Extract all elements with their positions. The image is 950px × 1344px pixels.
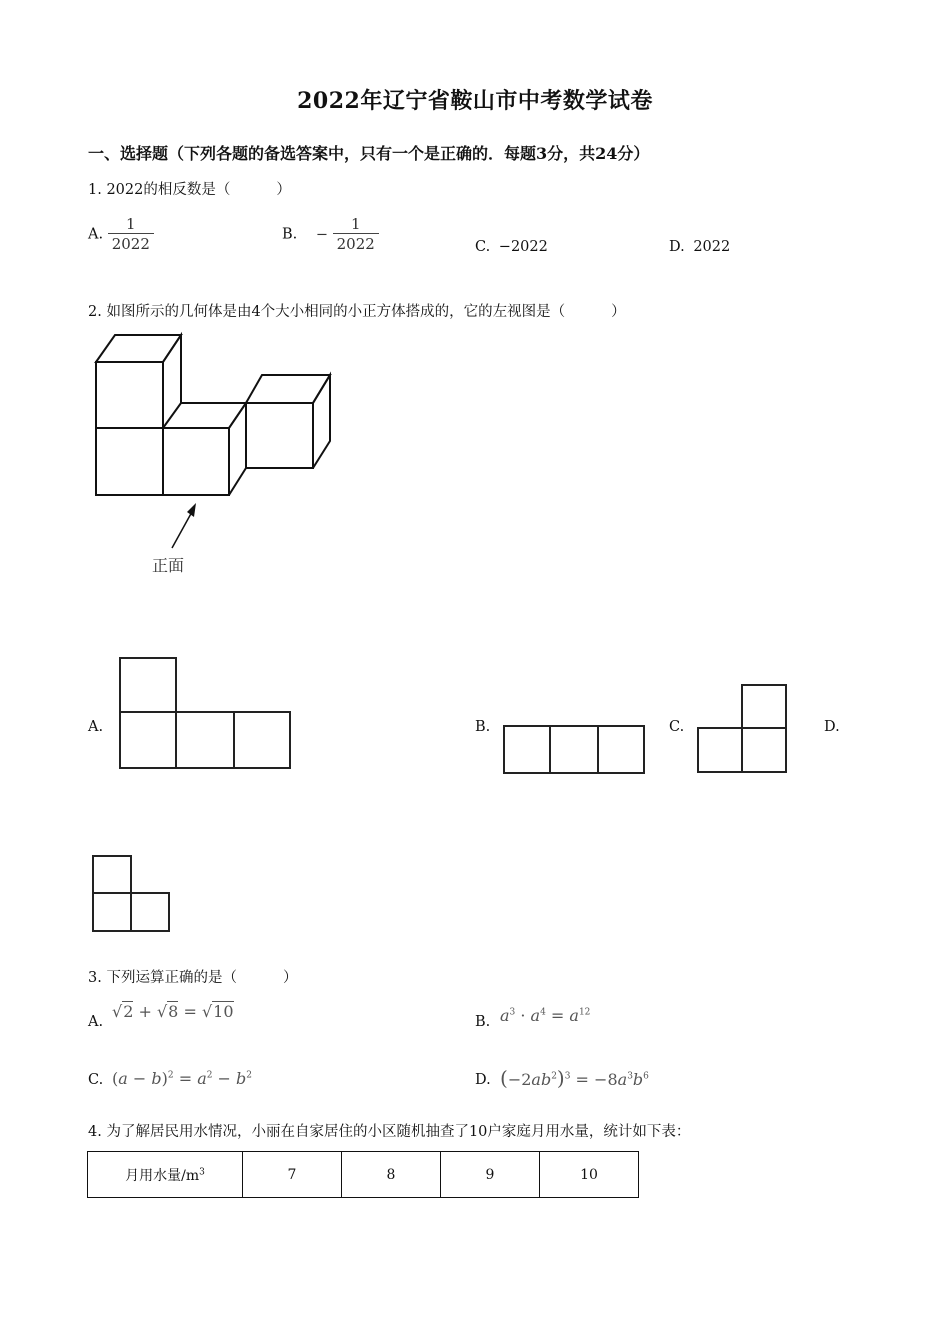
question-1-close: ） [276, 182, 291, 198]
water-usage-table [87, 1151, 639, 1198]
page-title: 2022年辽宁省鞍山市中考数学试卷 [297, 88, 653, 114]
table-row [88, 1152, 639, 1198]
question-3-stem: 3. 下列运算正确的是（ [88, 970, 237, 986]
q1-option-d-text: 2022 [693, 239, 731, 255]
table-header-text: 月用水量/m [125, 1167, 200, 1184]
q1-option-c-label: C. [475, 239, 491, 255]
q3-option-c-label: C. [88, 1072, 104, 1088]
q1-option-b-denominator: 2022 [333, 233, 379, 254]
q2-option-b-label: B. [475, 719, 491, 735]
q3-option-b-label: B. [475, 1014, 491, 1030]
question-4: 4. 为了解居民用水情况，小丽在自家居住的小区随机抽查了10户家庭月用水量，统计如下表： [88, 1124, 691, 1140]
q1-option-d-label: D. [669, 239, 685, 255]
q2-option-d-label: D. [824, 719, 840, 735]
question-3 [88, 966, 297, 987]
table-cell: 7 [243, 1152, 342, 1198]
question-1-stem: 1. 2022的相反数是（ [88, 182, 231, 198]
front-label: 正面 [152, 556, 185, 575]
q1-option-b-sign: − [315, 226, 329, 243]
q1-option-b-label: B. [282, 226, 298, 243]
table-cell: 10 [540, 1152, 639, 1198]
q3-option-d-expression: $(-2ab^2)^3 = -8a^3b^6$ [500, 1066, 649, 1090]
q2-option-c-label: C. [669, 719, 685, 735]
question-2-close: ） [611, 304, 626, 320]
q1-option-b-numerator: 1 [350, 215, 361, 233]
q3-option-a-expression: √2 + √8 = √10 [112, 1002, 234, 1021]
section-heading: 一、选择题（下列各题的备选答案中，只有一个是正确的．每题3分，共24分） [88, 144, 650, 163]
table-header-cell [88, 1152, 243, 1198]
table-cell: 9 [441, 1152, 540, 1198]
q3-option-a-label: A. [88, 1014, 104, 1030]
q1-option-a-denominator: 2022 [108, 233, 154, 254]
table-cell: 8 [342, 1152, 441, 1198]
q2-option-a-label: A. [88, 719, 104, 735]
q1-option-c-text: −2022 [498, 239, 548, 255]
question-2-stem: 2. 如图所示的几何体是由4个大小相同的小正方体搭成的，它的左视图是（ [88, 304, 566, 320]
q3-option-c-expression: $(a - b)^2 = a^2 - b^2$ [112, 1069, 253, 1088]
q1-option-a-numerator: 1 [126, 215, 136, 233]
q3-option-b-expression: $a^3 \cdot a^4 = a^{12}$ [500, 1006, 591, 1025]
q3-option-d-label: D. [475, 1072, 491, 1088]
question-3-close: ） [282, 970, 298, 986]
q1-option-a-label: A. [88, 226, 104, 243]
table-header-sup: 3 [199, 1166, 205, 1177]
